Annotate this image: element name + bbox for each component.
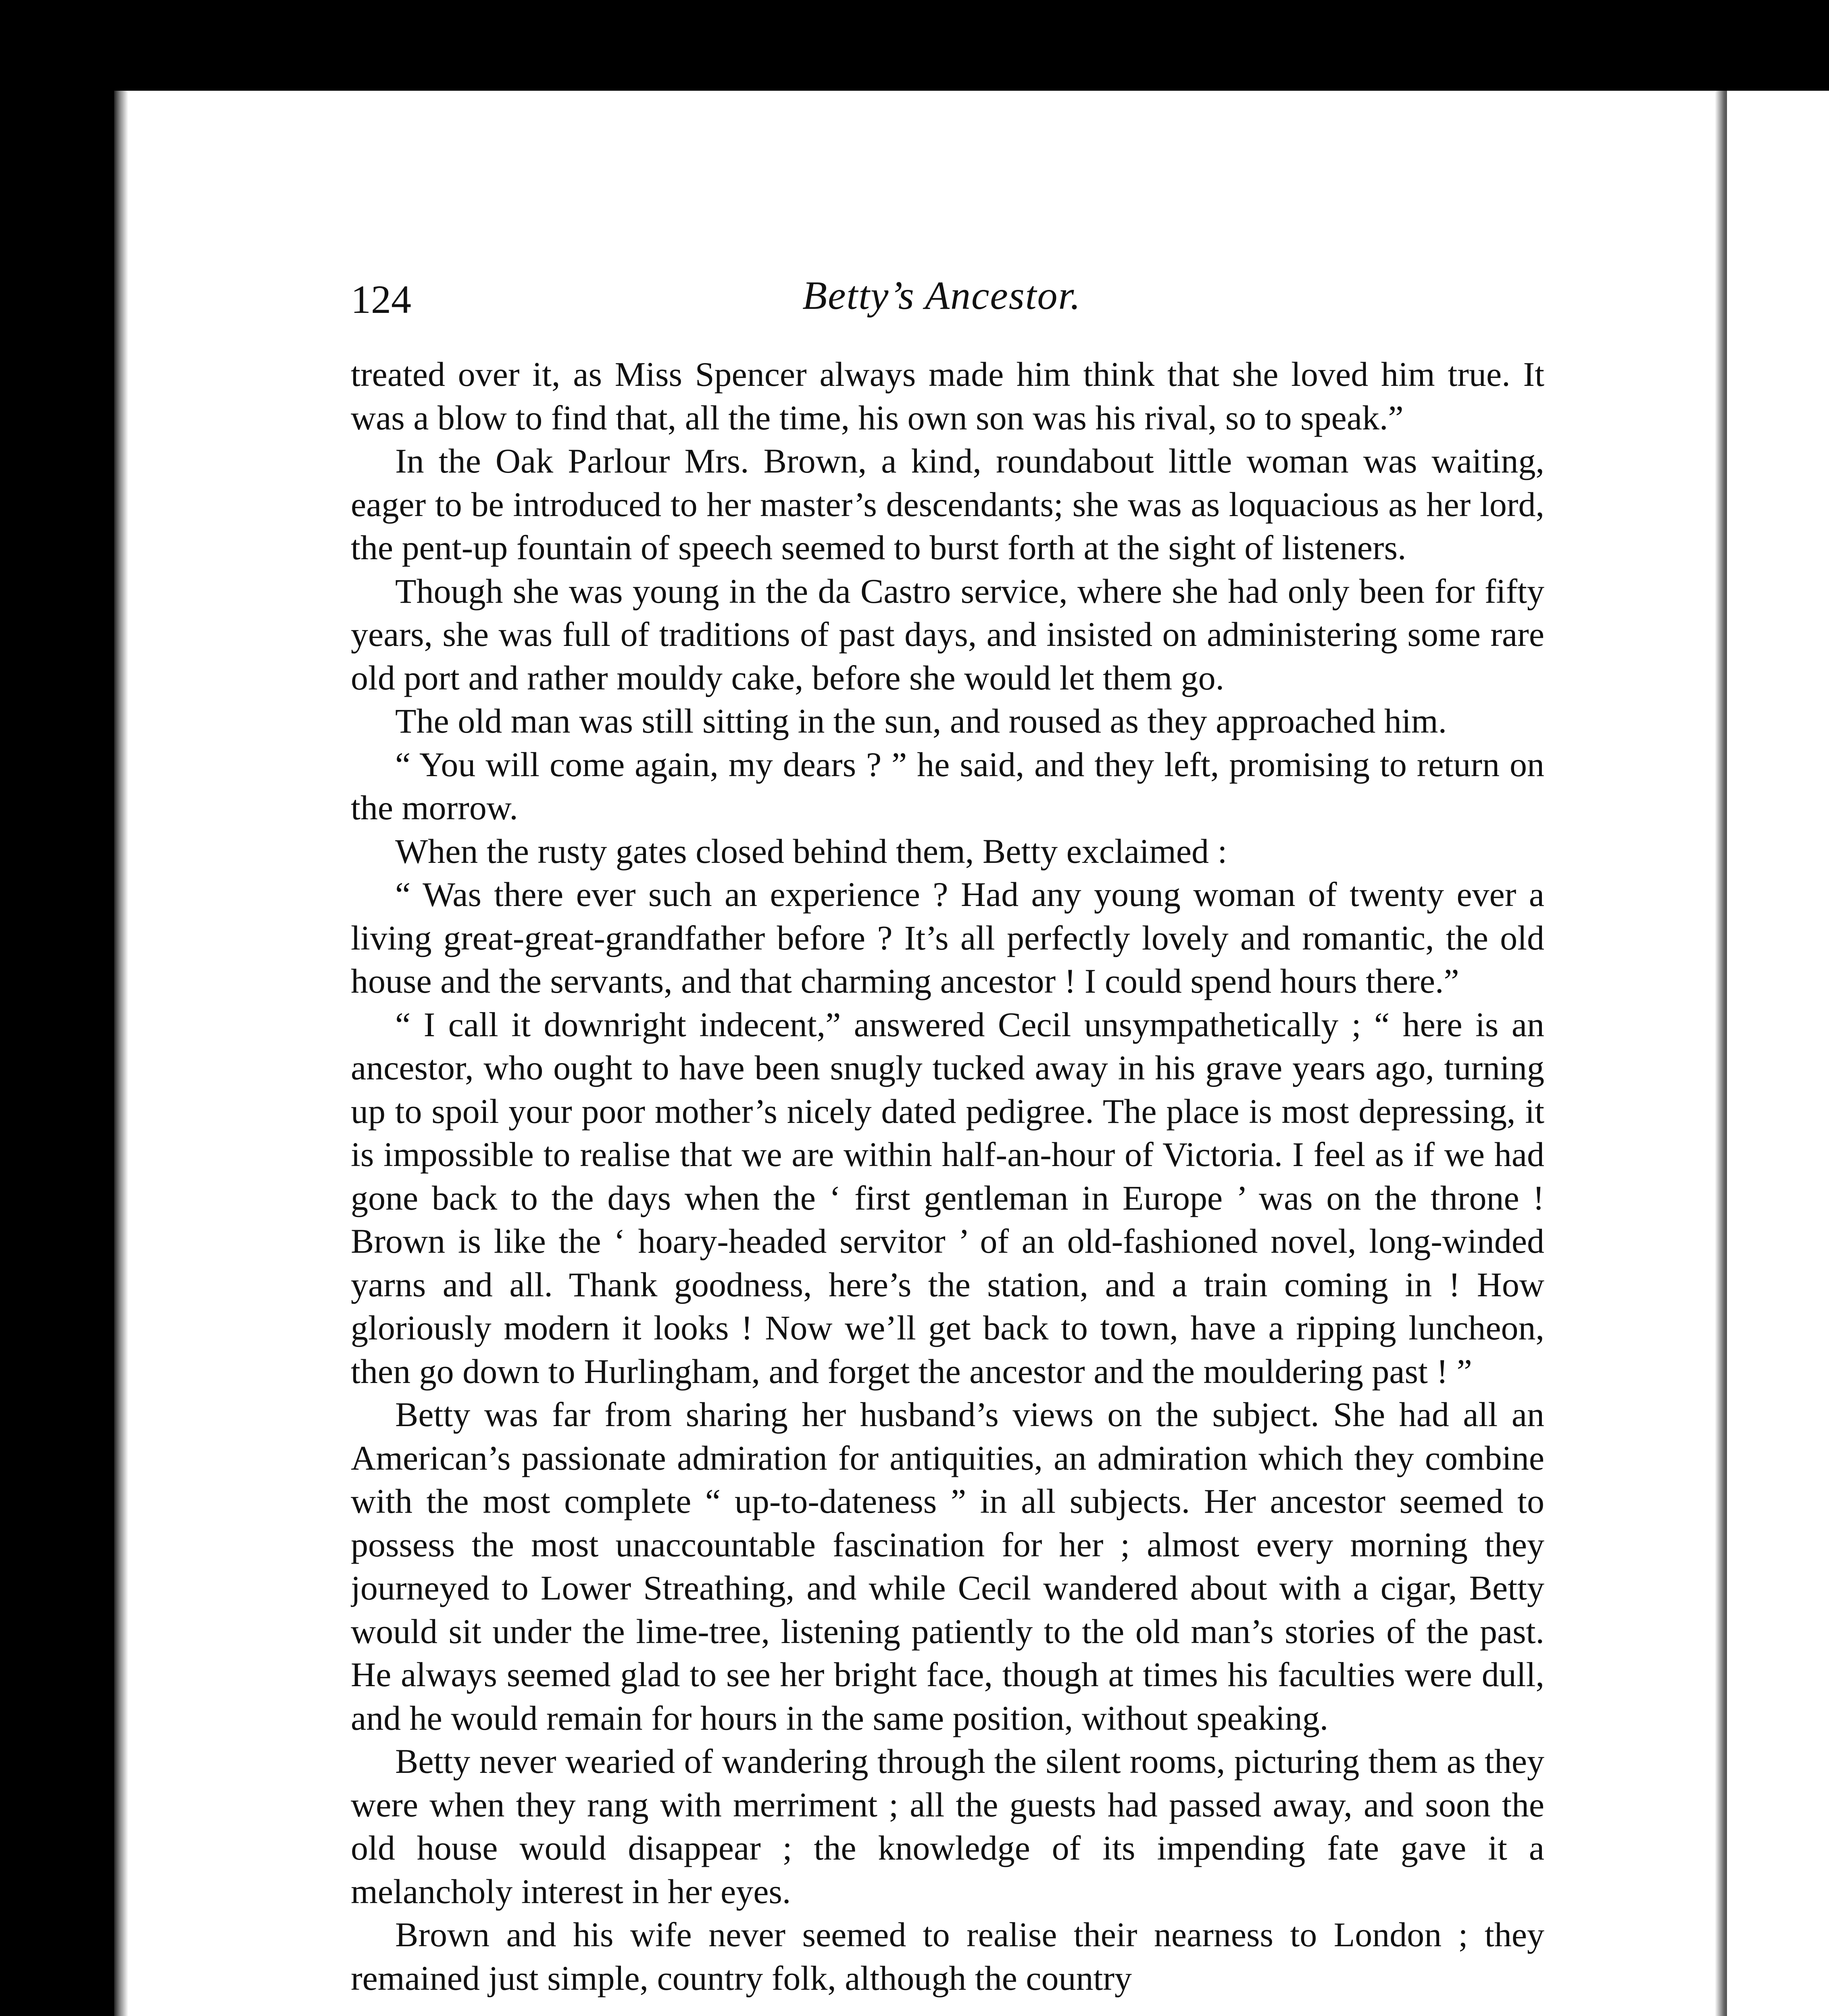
paragraph: Brown and his wife never seemed to realise their nearness to London ; they remained just simple, country folk, although the country — [351, 1915, 1544, 1997]
running-title: Betty’s Ancestor. — [802, 273, 1081, 318]
paragraph: Though she was young in the da Castro service, where she had only been for fifty years, she was full of traditions of past days, and insisted on administering some rare old port and rather mouldy cake, before she would let them go. — [351, 571, 1544, 697]
page-header — [351, 264, 1544, 325]
paragraph: When the rusty gates closed behind them, Betty exclaimed : — [395, 831, 1227, 871]
paragraph: The old man was still sitting in the sun, and roused as they approached him. — [395, 702, 1447, 740]
page-left-edge — [114, 91, 128, 2016]
paragraph: Betty never wearied of wandering through the silent rooms, picturing them as they were when they rang with merriment ; all the guests had passed away, and soon the old house would disappear ; the knowledge of its impending fate gave it a melancholy interest in her eyes. — [351, 1742, 1544, 1911]
paragraph: “ You will come again, my dears ? ” he said, and they left, promising to return on the morrow. — [351, 745, 1544, 827]
page-number: 124 — [351, 277, 411, 322]
paragraph: “ Was there ever such an experience ? Had any young woman of twenty ever a living great-great-grandfather before ? It’s all perfectly lovely and romantic, the old house and the servants, and that charming ancestor ! I could spend hours there.” — [351, 875, 1544, 1000]
paragraph: In the Oak Parlour Mrs. Brown, a kind, roundabout little woman was waiting, eager to be introduced to her master’s descendants; she was as loquacious as her lord, the pent-up fountain of speech seemed to burst forth at the sight of listeners. — [351, 442, 1544, 567]
paragraph: “ I call it downright indecent,” answered Cecil unsympathetically ; “ here is an ancestor, who ought to have been snugly tucked away in his grave years ago, turning up to spoil your poor mother’s nicely dated pedigree. The place is most depressing, it is impossible to realise that we are within half-an-hour of Victoria. I feel as if we had gone back to the days when the ‘ first gentleman in Europe ’ was on the throne ! Brown is like the ‘ hoary-headed servitor ’ of an old-fashioned novel, long-winded yarns and all. Thank goodness, here’s the station, and a train coming in ! How gloriously modern it looks ! Now we’ll get back to town, have a ripping luncheon, then go down to Hurlingham, and forget the ancestor and the mouldering past ! ” — [351, 1005, 1544, 1391]
paragraph: treated over it, as Miss Spencer always made him think that she loved him true. It was a blow to find that, all the time, his own son was his rival, so to speak.” — [351, 355, 1544, 437]
paragraph: Betty was far from sharing her husband’s views on the subject. She had all an American’s passionate admiration for antiquities, an admiration which they combine with the most complete “ up-to-dateness ” in all subjects. Her ancestor seemed to possess the most unaccountable fascination for her ; almost every morning they journeyed to Lower Streathing, and while Cecil wandered about with a cigar, Betty would sit under the lime-tree, listening patiently to the old man’s stories of the past. He always seemed glad to see her bright face, though at times his faculties were dull, and he would remain for hours in the same position, without speaking. — [351, 1395, 1544, 1737]
facing-page-edge — [1727, 91, 1829, 2016]
body-text — [351, 353, 1544, 2016]
